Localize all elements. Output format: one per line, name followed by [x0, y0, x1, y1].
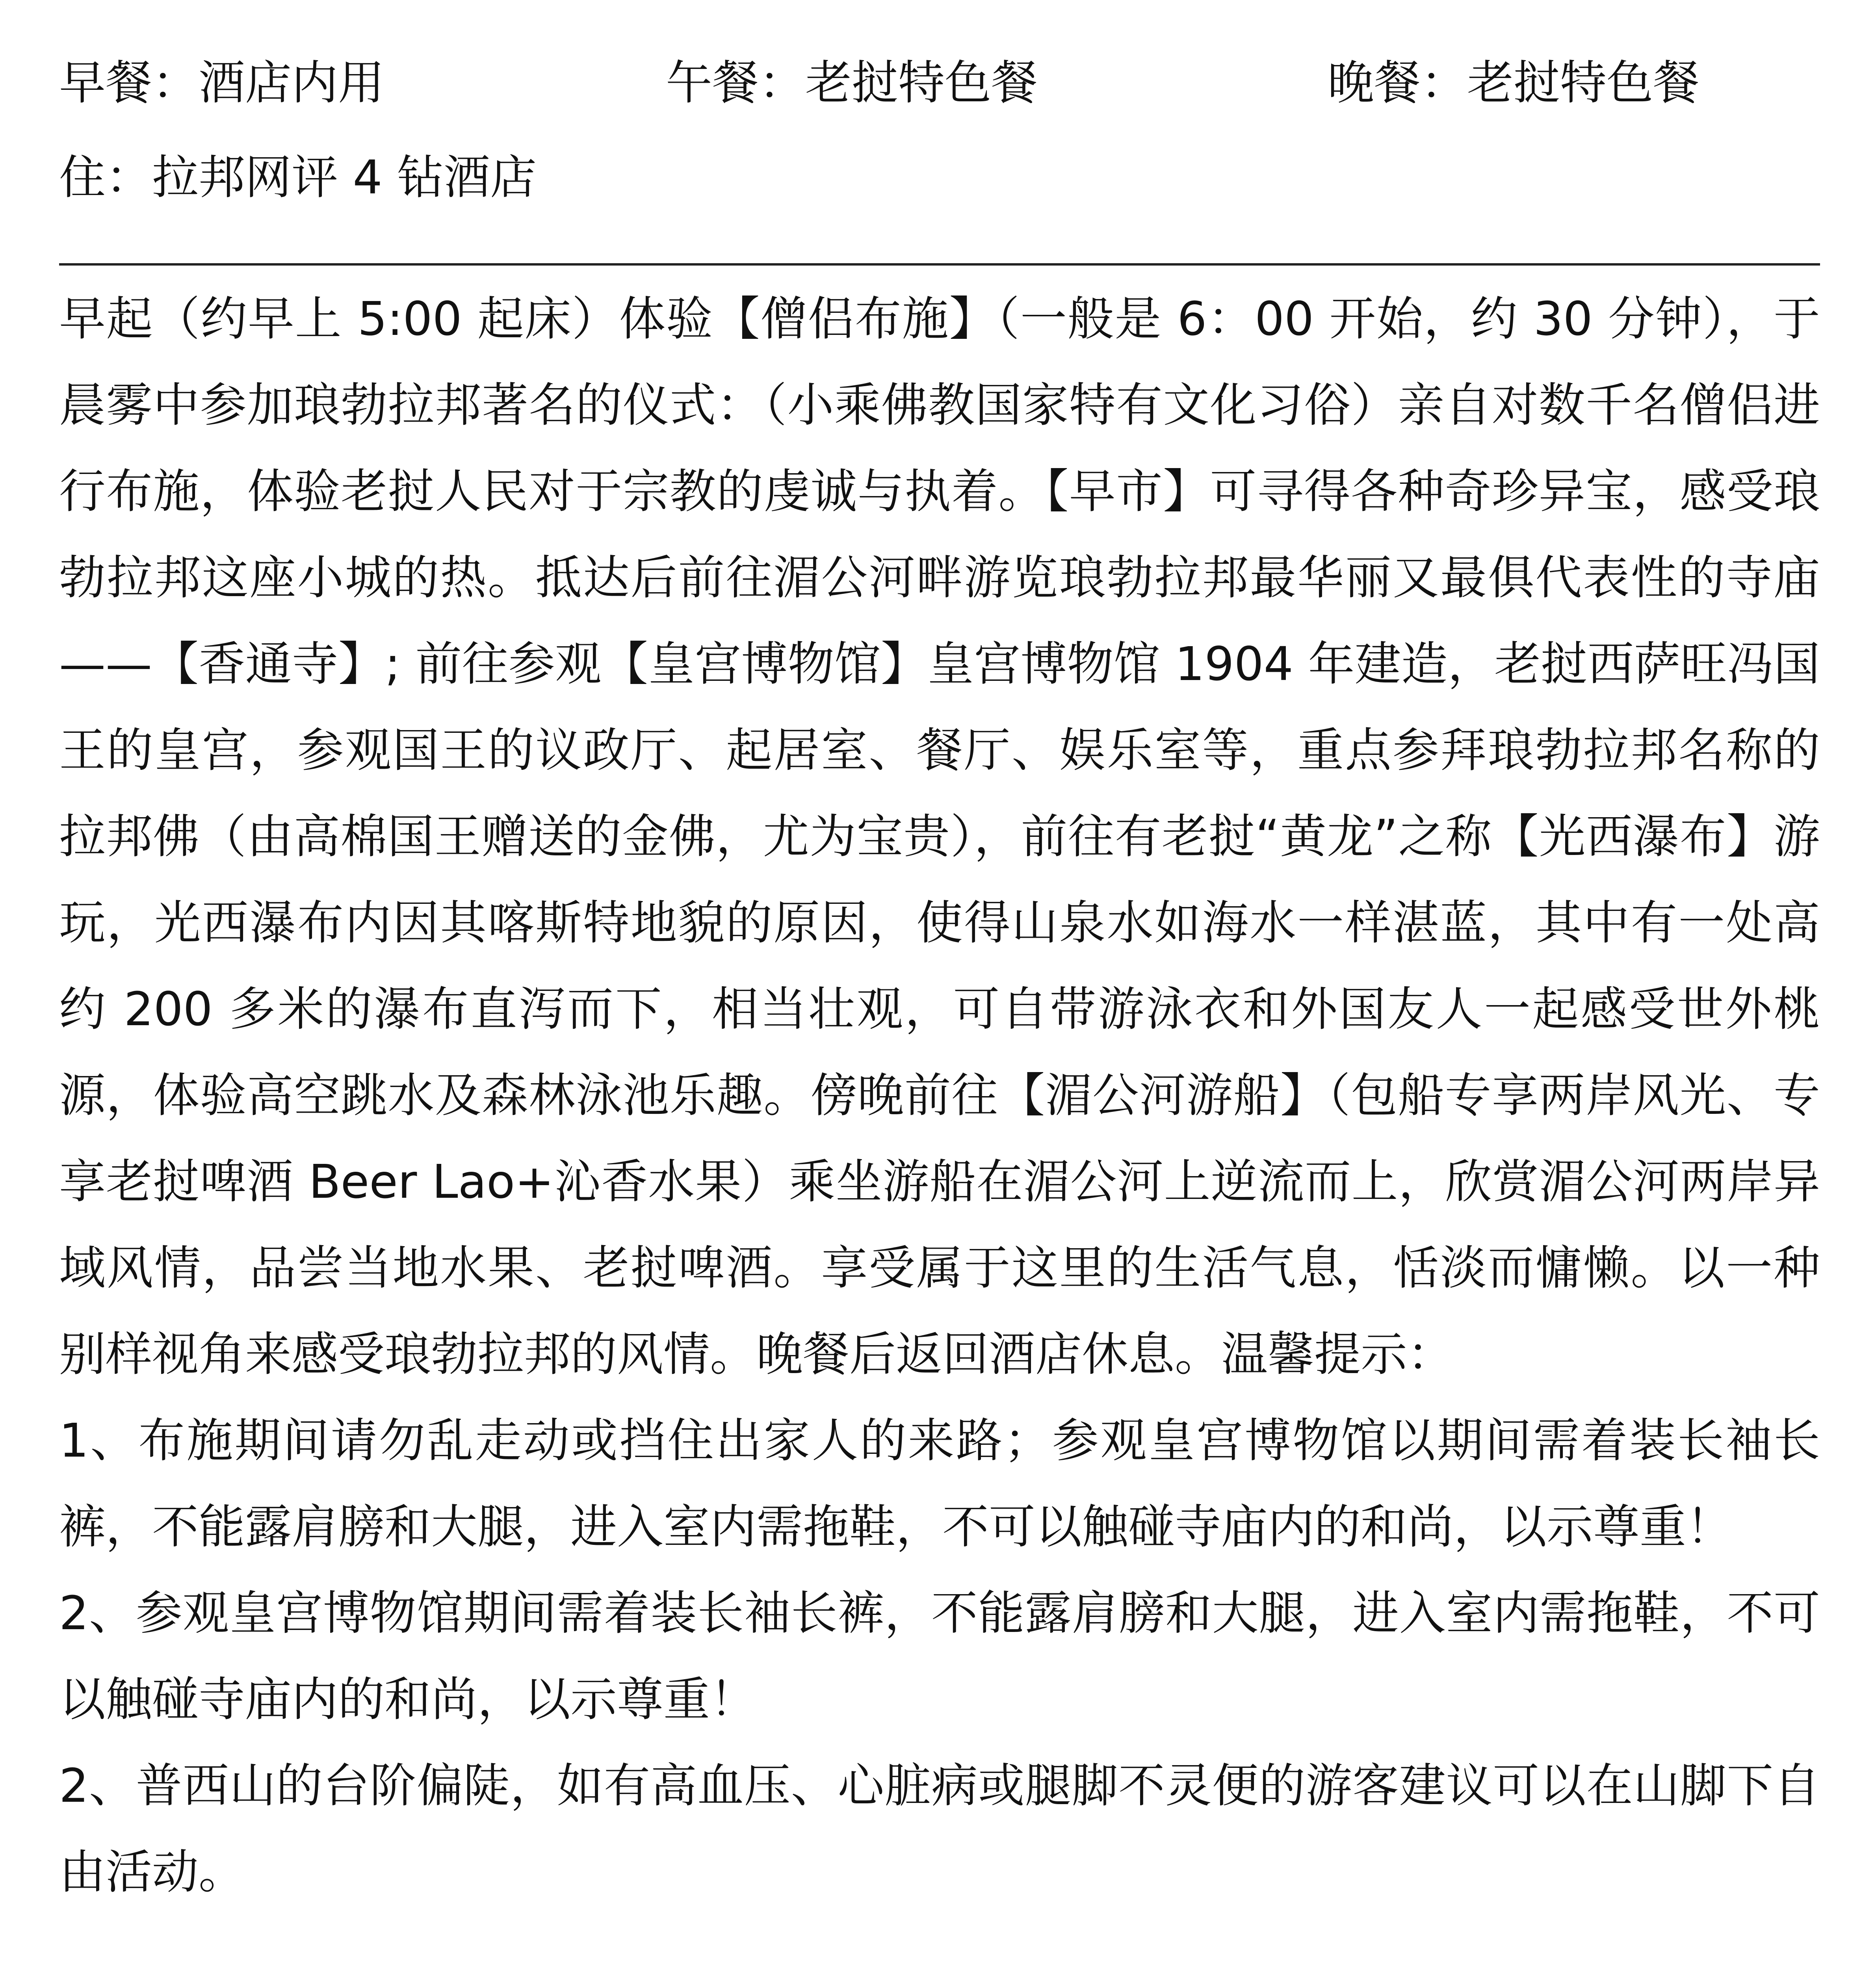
day3-lunch: 午餐：老挝特色餐 [666, 56, 1038, 110]
tip-item: 1、布施期间请勿乱走动或挡住出家人的来路；参观皇宫博物馆以期间需着装长袖长裤，不能露肩膀和大腿，进入室内需拖鞋，不可以触碰寺庙内的和尚，以示尊重！ [59, 1413, 1820, 1554]
day3-breakfast: 早餐：酒店内用 [59, 56, 385, 110]
section-divider [59, 263, 1820, 266]
tip-item: 2、普西山的台阶偏陡，如有高血压、心脏病或腿脚不灵便的游客建议可以在山脚下自由活动。 [59, 1758, 1820, 1899]
day3-description: 早起（约早上 5:00 起床）体验【僧侣布施】（一般是 6：00 开始，约 30 分钟），于晨雾中参加琅勃拉邦著名的仪式：（小乘佛教国家特有文化习俗）亲自对数千名僧侣进行布施，体验老挝人民对于宗教的虔诚与执着。【早市】可寻得各种奇珍异宝，感受琅勃拉邦这座小城的热。抵达后前往湄公河畔游览琅勃拉邦最华丽又最俱代表性的寺庙 ——【香通寺】; 前往参观【皇宫博物馆】皇宫博物馆 1904 年建造，老挝西萨旺冯国王的皇宫，参观国王的议政厅、起居室、餐厅、娱乐室等，重点参拜琅勃拉邦名称的拉邦佛（由高棉国王赠送的金佛，尤为宝贵），前往有老挝“黄龙”之称【光西瀑布】游玩，光西瀑布内因其喀斯特地貌的原因，使得山泉水如海水一样湛蓝，其中有一处高约 200 多米的瀑布直泻而下，相当壮观，可自带游泳衣和外国友人一起感受世外桃源，体验高空跳水及森林泳池乐趣。傍晚前往【湄公河游船】（包船专享两岸风光、专享老挝啤酒 Beer Lao+沁香水果）乘坐游船在湄公河上逆流而上，欣赏湄公河两岸异域风情，品尝当地水果、老挝啤酒。享受属于这里的生活气息，恬淡而慵懒。以一种别样视角来感受琅勃拉邦的风情。晚餐后返回酒店休息。温馨提示： [59, 292, 1820, 1381]
tip-item: 2、参观皇宫博物馆期间需着装长袖长裤，不能露肩膀和大腿，进入室内需拖鞋，不可以触碰寺庙内的和尚，以示尊重！ [59, 1586, 1820, 1727]
day3-dinner: 晚餐：老挝特色餐 [1328, 56, 1700, 110]
day3-meals-row [59, 51, 1832, 114]
day3-hotel: 住：拉邦网评 4 钻酒店 [59, 150, 537, 204]
day3-body [59, 276, 1820, 1915]
